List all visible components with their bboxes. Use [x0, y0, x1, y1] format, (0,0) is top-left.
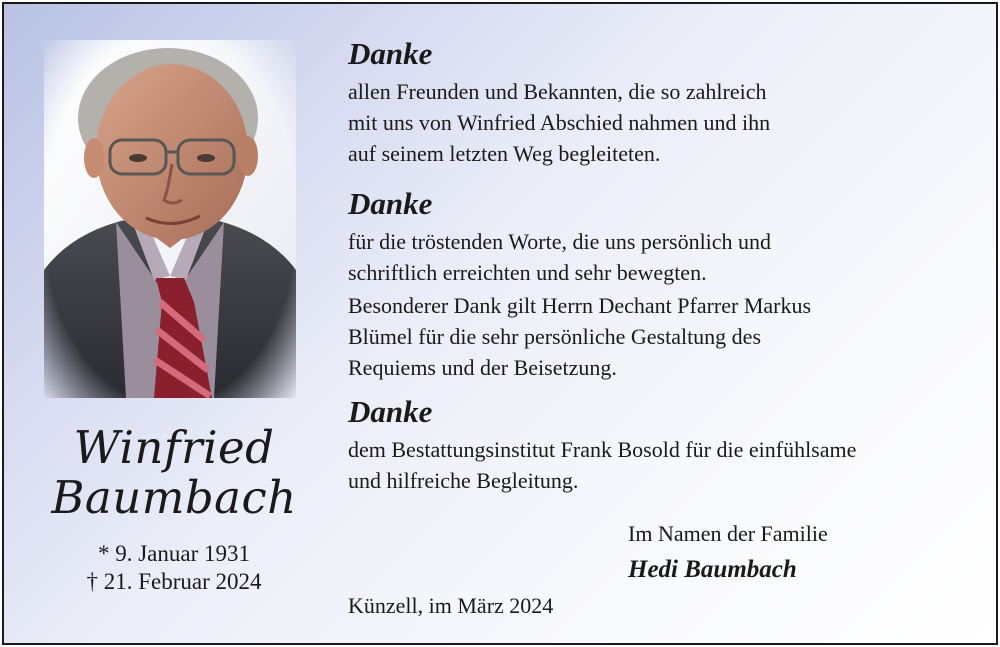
- birth-date: * 9. Januar 1931: [97, 541, 251, 566]
- portrait-image: [44, 40, 296, 398]
- deceased-last-name: Baumbach: [51, 471, 297, 524]
- thanks-text-2: für die tröstenden Worte, die uns persönlich und schriftlich erreichten und sehr bewegten.: [348, 229, 772, 285]
- place-date: Künzell, im März 2024: [348, 593, 554, 618]
- deceased-first-name: Winfried: [73, 421, 275, 474]
- thanks-text-3: dem Bestattungsinstitut Frank Bosold für die einfühlsame und hilfreiche Begleitung.: [348, 437, 857, 493]
- thanks-heading-3: Danke: [348, 394, 433, 429]
- death-date: † 21. Februar 2024: [86, 569, 262, 594]
- thanks-heading-2: Danke: [348, 186, 433, 221]
- obituary-card: [2, 2, 998, 645]
- signer-name: Hedi Baumbach: [628, 556, 797, 583]
- thanks-heading-1: Danke: [348, 36, 433, 71]
- family-closing-line: Im Namen der Familie: [628, 521, 828, 546]
- portrait-photo: [44, 40, 296, 398]
- thanks-text-1: allen Freunden und Bekannten, die so zahlreich mit uns von Winfried Abschied nahmen und ihn auf seinem letzten Weg begleiteten.: [348, 79, 771, 166]
- thanks-text-2-extra: Besonderer Dank gilt Herrn Dechant Pfarrer Markus Blümel für die sehr persönliche Gestaltung des Requiems und der Beisetzung.: [348, 293, 812, 380]
